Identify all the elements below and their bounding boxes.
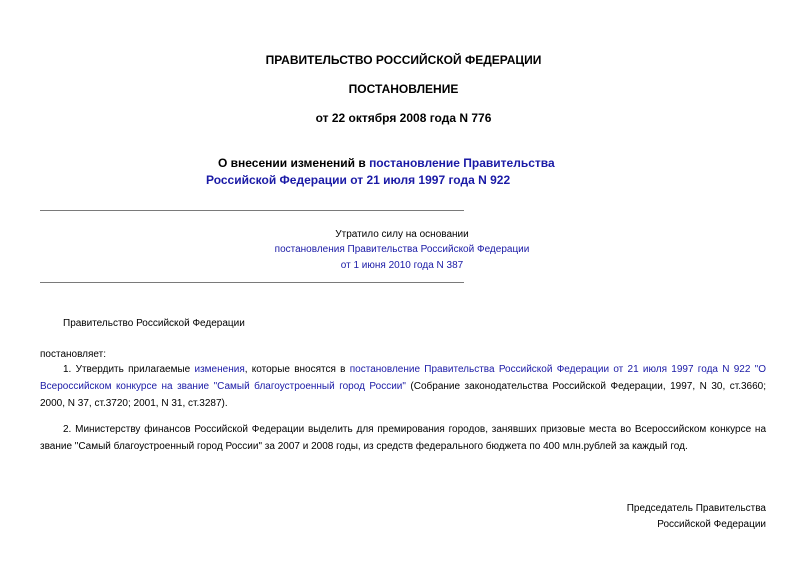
status-note-link-1[interactable]: постановления Правительства Российской Федерации <box>274 244 530 255</box>
subject-link-part-2[interactable]: Российской Федерации от 21 июля 1997 года N 922 <box>206 173 511 187</box>
signature-line-1: Председатель Правительства <box>626 503 766 514</box>
status-note-link-2[interactable]: от 1 июня 2010 года N 387 <box>340 260 464 271</box>
signature-line-2: Российской Федерации <box>657 519 766 530</box>
item-1-paragraph <box>40 361 766 412</box>
status-note-line: Утратило силу на основании <box>335 229 469 240</box>
bottom-divider <box>40 282 464 283</box>
changes-link[interactable]: изменения <box>194 364 245 375</box>
item-1-text-1: 1. Утвердить прилагаемые <box>63 364 195 375</box>
subject-line-1 <box>218 156 555 170</box>
authority-heading: ПРАВИТЕЛЬСТВО РОССИЙСКОЙ ФЕДЕРАЦИИ <box>265 53 542 67</box>
top-divider <box>40 210 464 211</box>
item-1-text-2: , которые вносятся в <box>244 364 350 375</box>
item-2-paragraph: 2. Министерству финансов Российской Федерации выделить для премирования городов, занявших призовые места во Всероссийском конкурсе на звание "Самый благоустроенный город России" за 2007 и 2008 годы, из средств федерального бюджета по 400 млн.рублей за каждый год. <box>40 424 766 452</box>
doc-type-heading: ПОСТАНОВЛЕНИЕ <box>348 82 459 96</box>
decrees-text: постановляет: <box>40 349 107 360</box>
date-number-heading: от 22 октября 2008 года N 776 <box>315 111 492 125</box>
item-1-text-3: (Собрание законодательства Российской Федерации, 1997, N 30, ст.3660; 2000, N 37, ст.3720; 2001, N 31, ст.3287). <box>40 381 766 409</box>
subject-prefix: О внесении изменений в <box>218 156 370 170</box>
decree-922-link[interactable]: постановление Правительства Российской Федерации от 21 июля 1997 года N 922 "О Всероссийском конкурсе на звание "Самый благоустроенный город России" <box>40 364 766 392</box>
subject-link-part-1[interactable]: постановление Правительства <box>369 156 555 170</box>
issuer-text: Правительство Российской Федерации <box>63 318 245 329</box>
